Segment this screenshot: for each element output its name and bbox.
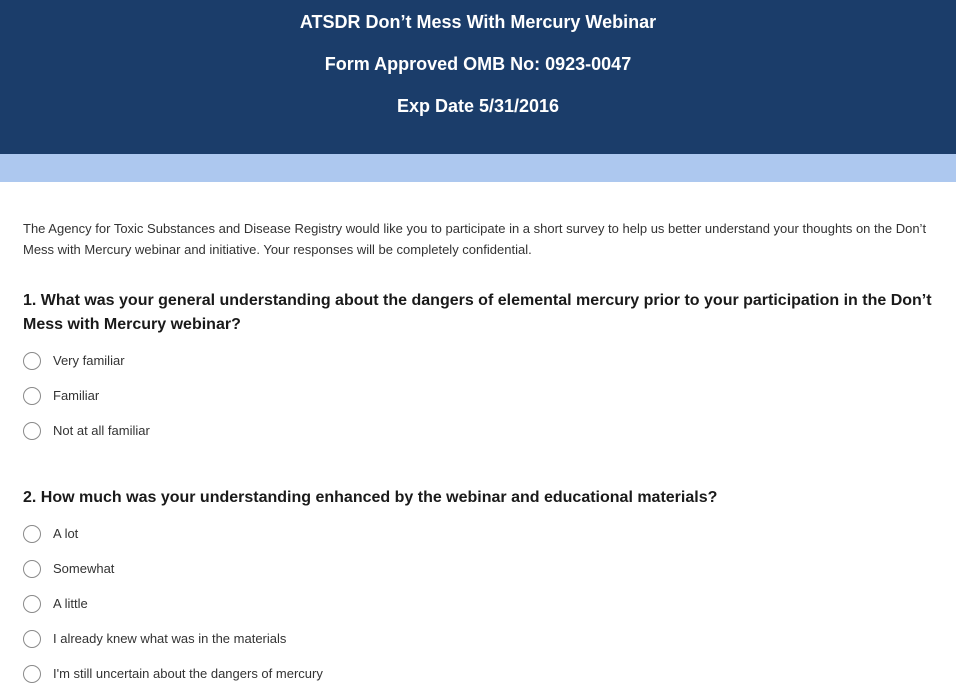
q1-option-very-familiar[interactable] [23,343,934,378]
q2-option-still-uncertain[interactable] [23,656,934,691]
radio-button[interactable] [23,422,41,440]
option-label: Familiar [53,388,100,403]
q1-option-familiar[interactable] [23,378,934,413]
survey-header [0,0,956,154]
survey-intro-text: The Agency for Toxic Substances and Disease Registry would like you to participate in a short survey to help us better understand your thoughts on the Don’t Mess with Mercury webinar and initiative. Your responses will be completely confidential. [23,221,927,257]
expiration-date-text: Exp Date 5/31/2016 [396,96,560,116]
omb-approval-text: Form Approved OMB No: 0923-0047 [324,54,632,74]
q2-option-a-lot[interactable] [23,516,934,551]
radio-button[interactable] [23,352,41,370]
radio-button[interactable] [23,630,41,648]
radio-button[interactable] [23,387,41,405]
radio-button[interactable] [23,525,41,543]
radio-button[interactable] [23,595,41,613]
option-label: A little [53,596,88,611]
option-label: I'm still uncertain about the dangers of mercury [53,666,323,681]
q2-option-somewhat[interactable] [23,551,934,586]
radio-button[interactable] [23,665,41,683]
question-2 [23,486,934,691]
header-accent-band [0,154,956,182]
option-label: Not at all familiar [53,423,150,438]
q2-option-already-knew[interactable] [23,621,934,656]
radio-button[interactable] [23,560,41,578]
option-label: Somewhat [53,561,115,576]
option-label: I already knew what was in the materials [53,631,287,646]
survey-body [0,218,956,691]
question-1-text: 1. What was your general understanding about the dangers of elemental mercury prior to your participation in the Don’t Mess with Mercury webinar? [23,292,932,333]
option-label: A lot [53,526,79,541]
question-2-options [23,516,934,691]
option-label: Very familiar [53,353,125,368]
question-1-options [23,343,934,448]
q2-option-a-little[interactable] [23,586,934,621]
question-2-text: 2. How much was your understanding enhanced by the webinar and educational materials? [23,489,718,506]
question-1 [23,289,934,448]
survey-title: ATSDR Don’t Mess With Mercury Webinar [299,12,657,32]
q1-option-not-at-all-familiar[interactable] [23,413,934,448]
